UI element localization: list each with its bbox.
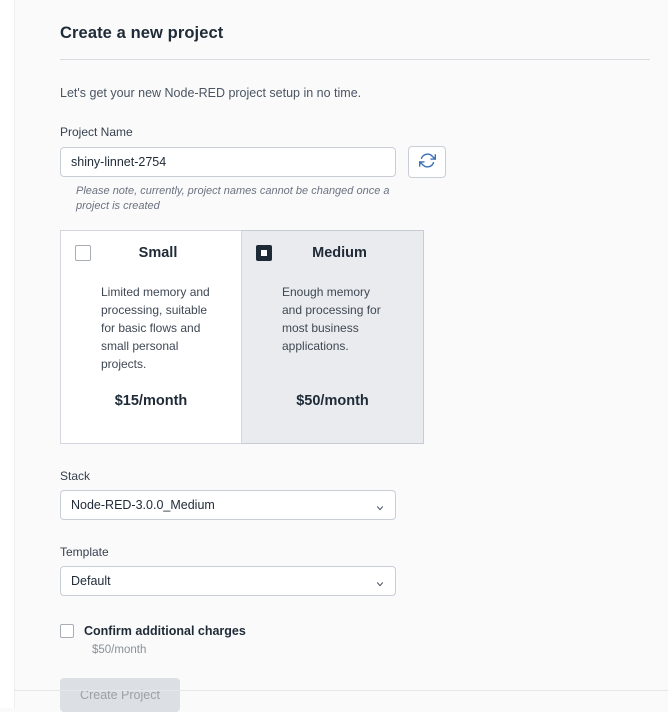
confirm-charges-amount: $50/month <box>92 643 147 656</box>
page-title: Create a new project <box>60 24 224 42</box>
confirm-charges-row[interactable] <box>60 624 656 638</box>
intro-text: Let's get your new Node-RED project setup in no time. <box>60 86 362 100</box>
confirm-charges-label: Confirm additional charges <box>84 623 246 638</box>
regenerate-name-button[interactable] <box>408 146 446 178</box>
plan-small-name: Small <box>138 244 178 261</box>
project-name-label: Project Name <box>60 125 133 139</box>
plan-card-small[interactable] <box>60 230 242 444</box>
confirm-charges-checkbox[interactable] <box>60 624 74 638</box>
project-name-row <box>60 146 656 178</box>
title-divider <box>60 59 650 60</box>
template-select[interactable]: Default <box>60 566 396 596</box>
plan-medium-description: Enough memory and processing for most business applications. <box>282 284 381 353</box>
template-select-wrap <box>60 566 396 596</box>
bottom-divider <box>14 690 668 691</box>
stack-label: Stack <box>60 468 91 483</box>
refresh-icon <box>419 152 436 172</box>
plan-small-checkbox[interactable] <box>75 245 91 261</box>
plan-small-price: $15/month <box>114 392 188 409</box>
stack-select[interactable]: Node-RED-3.0.0_Medium <box>60 490 396 520</box>
plan-medium-header <box>256 245 409 261</box>
left-edge-strip <box>0 0 15 708</box>
plan-medium-price: $50/month <box>296 392 369 409</box>
plan-medium-checkbox[interactable] <box>256 245 272 261</box>
project-name-input[interactable] <box>60 147 396 177</box>
stack-select-wrap <box>60 490 396 520</box>
create-project-button[interactable]: Create Project <box>60 678 180 712</box>
plan-medium-name: Medium <box>312 244 367 261</box>
plan-card-medium[interactable] <box>242 230 424 444</box>
plan-small-header <box>75 245 227 261</box>
plan-small-description: Limited memory and processing, suitable for basic flows and small personal projects. <box>101 284 210 371</box>
form-content <box>60 0 656 712</box>
template-label: Template <box>60 544 109 559</box>
project-name-hint: Please note, currently, project names cannot be changed once a project is created <box>76 185 390 212</box>
plan-selector <box>60 230 427 444</box>
